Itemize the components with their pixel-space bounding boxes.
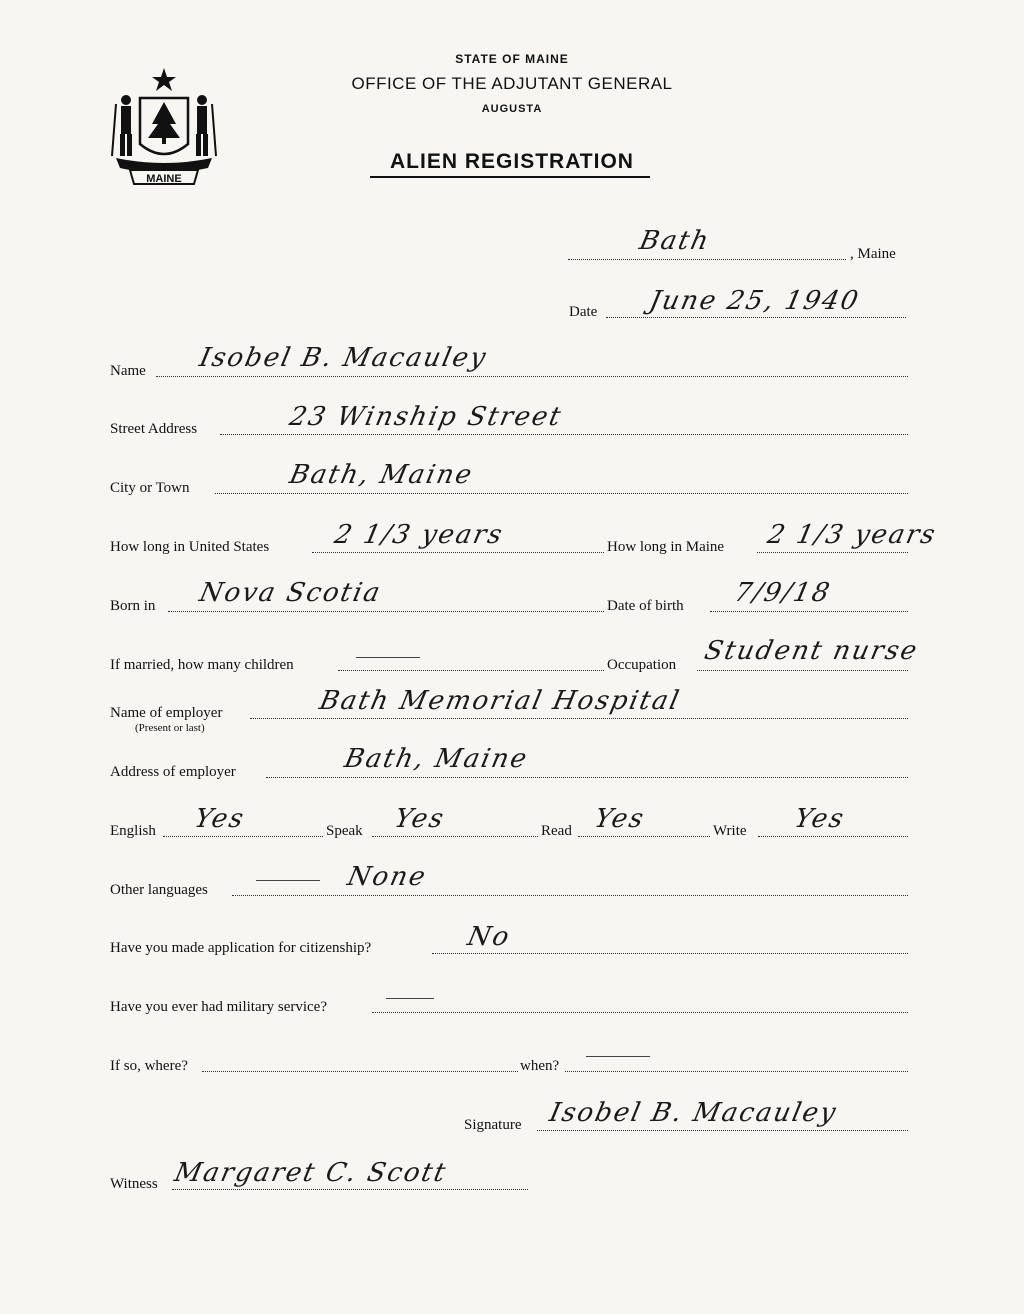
english-line	[163, 835, 323, 837]
employer-sublabel: (Present or last)	[135, 722, 205, 734]
date-label: Date	[569, 304, 598, 320]
place-value: Bath	[636, 226, 714, 256]
how-long-maine-value: 2 1/3 years	[764, 520, 940, 550]
signature-value: Isobel B. Macauley	[546, 1098, 841, 1128]
english-value: Yes	[191, 804, 248, 834]
military-blank-dash	[386, 998, 434, 999]
signature-label: Signature	[464, 1117, 522, 1133]
when-blank-dash	[586, 1056, 650, 1057]
employer-address-label: Address of employer	[110, 764, 236, 780]
how-long-maine-line	[757, 551, 908, 553]
military-line	[372, 1011, 908, 1013]
employer-line	[250, 717, 908, 719]
employer-address-line	[266, 776, 908, 778]
date-value: June 25, 1940	[646, 286, 863, 316]
city-heading: AUGUSTA	[481, 103, 543, 115]
born-in-line	[168, 610, 604, 612]
where-label: If so, where?	[110, 1058, 188, 1074]
name-label: Name	[110, 363, 146, 379]
title-underline	[370, 176, 650, 178]
how-long-maine-label: How long in Maine	[607, 539, 725, 555]
speak-label: Speak	[326, 823, 363, 839]
city-or-town-label: City or Town	[110, 480, 190, 496]
street-address-value: 23 Winship Street	[286, 402, 566, 432]
witness-line	[172, 1188, 528, 1190]
how-long-us-value: 2 1/3 years	[331, 520, 507, 550]
date-of-birth-line	[710, 610, 908, 612]
write-line	[758, 835, 908, 837]
born-in-value: Nova Scotia	[196, 578, 385, 608]
other-languages-line	[232, 894, 908, 896]
born-in-label: Born in	[110, 598, 156, 614]
form-header	[0, 0, 1024, 200]
place-label: , Maine	[850, 246, 896, 262]
english-label: English	[110, 823, 156, 839]
how-long-us-label: How long in United States	[110, 539, 270, 555]
occupation-label: Occupation	[607, 657, 677, 673]
place-line	[568, 258, 846, 260]
when-line	[565, 1070, 908, 1072]
date-line	[606, 316, 906, 318]
write-value: Yes	[791, 804, 848, 834]
read-value: Yes	[591, 804, 648, 834]
read-label: Read	[541, 823, 572, 839]
date-of-birth-value: 7/9/18	[731, 578, 834, 608]
form-title: ALIEN REGISTRATION	[390, 150, 634, 173]
how-long-us-line	[312, 551, 604, 553]
speak-value: Yes	[391, 804, 448, 834]
seal-banner-text: MAINE	[146, 173, 182, 185]
witness-label: Witness	[110, 1176, 158, 1192]
write-label: Write	[713, 823, 747, 839]
military-label: Have you ever had military service?	[110, 999, 327, 1015]
name-line	[156, 375, 908, 377]
signature-line	[537, 1129, 908, 1131]
employer-label: Name of employer	[110, 705, 223, 721]
other-languages-dash	[256, 880, 320, 881]
where-line	[202, 1070, 518, 1072]
name-value: Isobel B. Macauley	[196, 343, 491, 373]
state-heading: STATE OF MAINE	[455, 52, 569, 66]
office-heading: OFFICE OF THE ADJUTANT GENERAL	[351, 74, 673, 93]
citizenship-value: No	[464, 922, 514, 952]
citizenship-line	[432, 952, 908, 954]
occupation-line	[697, 669, 908, 671]
occupation-value: Student nurse	[701, 636, 922, 666]
date-of-birth-label: Date of birth	[607, 598, 684, 614]
children-blank-dash	[356, 657, 420, 658]
city-or-town-line	[215, 492, 908, 494]
when-label: when?	[520, 1058, 560, 1074]
speak-line	[372, 835, 538, 837]
citizenship-label: Have you made application for citizenship?	[110, 940, 372, 956]
street-address-label: Street Address	[110, 421, 198, 437]
employer-address-value: Bath, Maine	[341, 744, 532, 774]
employer-value: Bath Memorial Hospital	[316, 686, 684, 716]
street-address-line	[220, 433, 908, 435]
children-line	[338, 669, 604, 671]
witness-value: Margaret C. Scott	[171, 1158, 450, 1188]
children-label: If married, how many children	[110, 657, 294, 673]
read-line	[578, 835, 710, 837]
other-languages-value: None	[344, 862, 430, 892]
city-or-town-value: Bath, Maine	[286, 460, 477, 490]
other-languages-label: Other languages	[110, 882, 208, 898]
